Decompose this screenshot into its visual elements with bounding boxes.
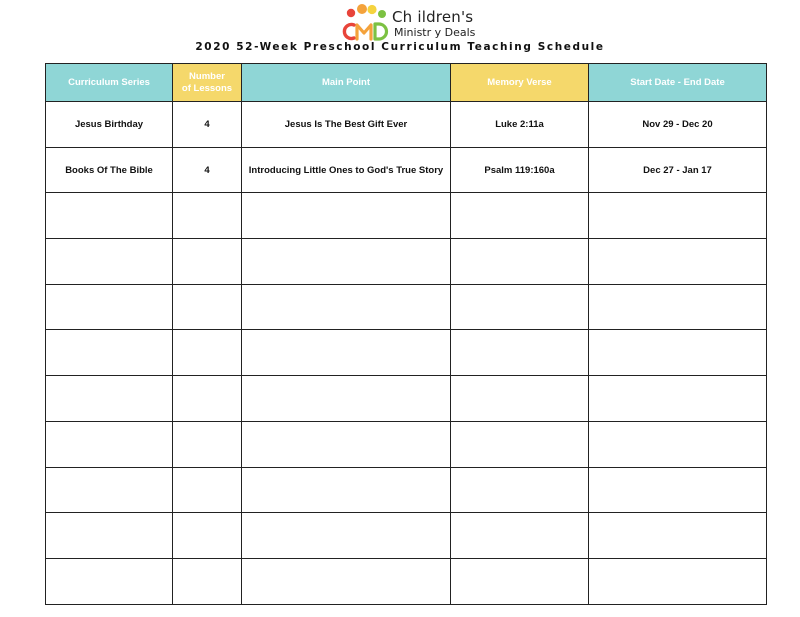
cell-memory-verse <box>451 193 589 239</box>
cell-curriculum-series <box>46 376 173 422</box>
cell-main-point <box>242 376 451 422</box>
cell-date-range <box>589 558 767 604</box>
cell-memory-verse <box>451 467 589 513</box>
cell-memory-verse <box>451 376 589 422</box>
cell-main-point: Introducing Little Ones to God's True Story <box>242 147 451 193</box>
cell-memory-verse: Luke 2:11a <box>451 102 589 148</box>
table-row <box>46 284 767 330</box>
cell-curriculum-series <box>46 330 173 376</box>
logo-wordmark-line2: Ministr y Deals <box>394 26 476 39</box>
logo-wordmark-line1: Ch ildren's <box>392 8 474 26</box>
cell-date-range <box>589 513 767 559</box>
cell-date-range <box>589 376 767 422</box>
cell-main-point <box>242 513 451 559</box>
cell-number-of-lessons <box>173 513 242 559</box>
logo-wordmark <box>392 10 475 40</box>
table-row <box>46 239 767 285</box>
cell-curriculum-series <box>46 284 173 330</box>
cell-number-of-lessons <box>173 558 242 604</box>
table-header-row <box>46 64 767 102</box>
cell-memory-verse <box>451 284 589 330</box>
table-row <box>46 193 767 239</box>
cell-number-of-lessons <box>173 284 242 330</box>
cell-memory-verse <box>451 558 589 604</box>
cell-number-of-lessons <box>173 239 242 285</box>
cell-number-of-lessons: 4 <box>173 147 242 193</box>
document-title: 2020 52-Week Preschool Curriculum Teaching Schedule <box>195 41 605 53</box>
cell-number-of-lessons: 4 <box>173 102 242 148</box>
table-row <box>46 147 767 193</box>
table-row <box>46 102 767 148</box>
header-main-point: Main Point <box>242 64 451 102</box>
table-row <box>46 330 767 376</box>
cell-main-point <box>242 284 451 330</box>
cell-date-range <box>589 193 767 239</box>
cell-main-point <box>242 558 451 604</box>
cell-date-range <box>589 284 767 330</box>
cell-main-point <box>242 330 451 376</box>
cell-curriculum-series: Books Of The Bible <box>46 147 173 193</box>
header-lessons-line2: of Lessons <box>181 82 233 94</box>
cell-date-range <box>589 467 767 513</box>
header-date-range: Start Date - End Date <box>589 64 767 102</box>
cell-number-of-lessons <box>173 376 242 422</box>
cell-date-range: Nov 29 - Dec 20 <box>589 102 767 148</box>
cmd-logo-mark-icon <box>342 3 390 43</box>
cell-curriculum-series <box>46 558 173 604</box>
header-lessons-line1: Number <box>189 70 225 82</box>
curriculum-schedule-table <box>45 63 767 605</box>
header-curriculum-series: Curriculum Series <box>46 64 173 102</box>
cell-curriculum-series <box>46 239 173 285</box>
cell-memory-verse: Psalm 119:160a <box>451 147 589 193</box>
cell-main-point <box>242 239 451 285</box>
header-memory-verse: Memory Verse <box>451 64 589 102</box>
header-number-of-lessons <box>173 64 242 102</box>
cell-date-range <box>589 239 767 285</box>
cell-curriculum-series: Jesus Birthday <box>46 102 173 148</box>
cell-memory-verse <box>451 513 589 559</box>
table-row <box>46 513 767 559</box>
cell-main-point <box>242 193 451 239</box>
table-body <box>46 102 767 605</box>
cell-number-of-lessons <box>173 421 242 467</box>
cell-date-range: Dec 27 - Jan 17 <box>589 147 767 193</box>
cell-number-of-lessons <box>173 330 242 376</box>
table-row <box>46 467 767 513</box>
cell-curriculum-series <box>46 467 173 513</box>
cell-main-point <box>242 467 451 513</box>
cell-memory-verse <box>451 330 589 376</box>
cell-date-range <box>589 330 767 376</box>
cell-memory-verse <box>451 421 589 467</box>
cell-main-point <box>242 421 451 467</box>
cell-number-of-lessons <box>173 193 242 239</box>
table-row <box>46 558 767 604</box>
cell-curriculum-series <box>46 421 173 467</box>
cell-curriculum-series <box>46 193 173 239</box>
cell-number-of-lessons <box>173 467 242 513</box>
table-row <box>46 376 767 422</box>
cell-curriculum-series <box>46 513 173 559</box>
childrens-ministry-deals-logo <box>342 3 502 43</box>
cell-main-point: Jesus Is The Best Gift Ever <box>242 102 451 148</box>
cell-memory-verse <box>451 239 589 285</box>
cell-date-range <box>589 421 767 467</box>
table-row <box>46 421 767 467</box>
